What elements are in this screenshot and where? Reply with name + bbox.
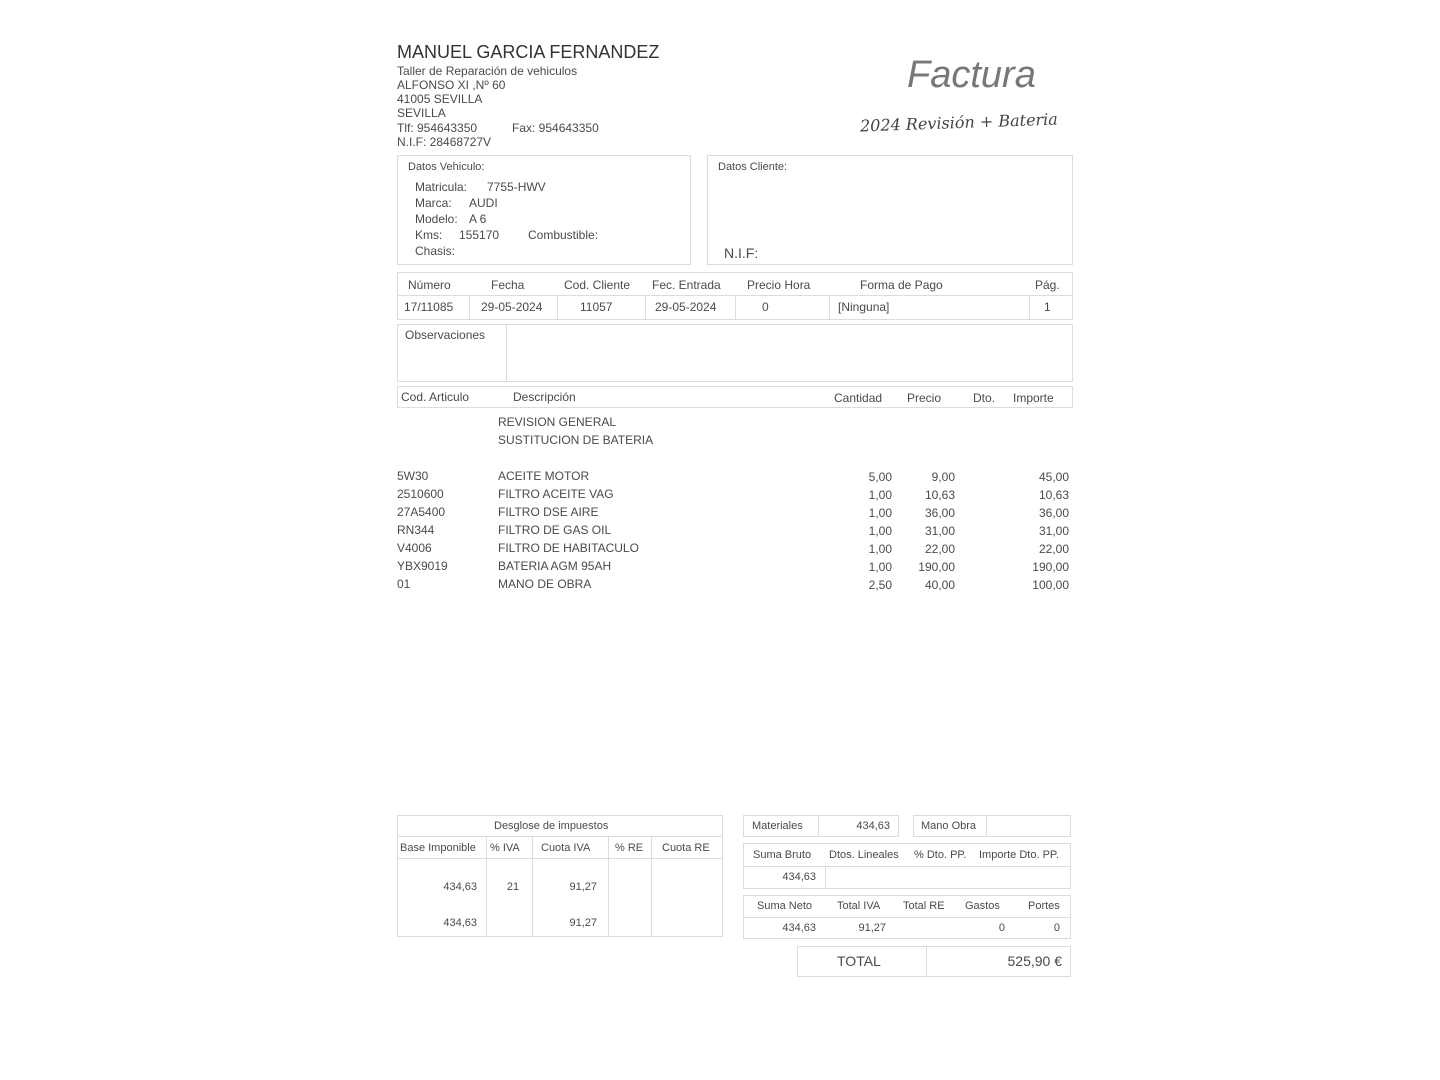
net-col-shipping: Portes bbox=[1028, 900, 1060, 912]
item-qty: 5,00 bbox=[868, 470, 892, 484]
plate-label: Matricula: bbox=[415, 180, 468, 194]
tax-col-iva-amount: Cuota IVA bbox=[541, 842, 591, 854]
net-col-iva: Total IVA bbox=[837, 900, 881, 912]
col-description-label: Descripción bbox=[513, 390, 576, 404]
total-label: TOTAL bbox=[837, 953, 881, 969]
chassis-label: Chasis: bbox=[415, 244, 456, 258]
net-expenses-value: 0 bbox=[998, 922, 1005, 934]
col-code-label: Cod. Articulo bbox=[401, 390, 470, 404]
invoice-title: Factura bbox=[907, 54, 1036, 96]
kms-value: 155170 bbox=[459, 228, 500, 242]
item-amount: 10,63 bbox=[1038, 488, 1069, 502]
header-date-label: Fecha bbox=[491, 278, 525, 292]
item-description: MANO DE OBRA bbox=[498, 577, 592, 591]
invoice-number: 17/11085 bbox=[404, 300, 454, 314]
labor-label: Mano Obra bbox=[921, 820, 977, 832]
company-fax: Fax: 954643350 bbox=[512, 121, 599, 135]
company-address: ALFONSO XI ,Nº 60 bbox=[397, 78, 506, 92]
item-price: 36,00 bbox=[924, 506, 955, 520]
item-code: RN344 bbox=[397, 523, 435, 537]
company-city: 41005 SEVILLA bbox=[397, 92, 483, 106]
tax-breakdown-title: Desglose de impuestos bbox=[494, 820, 609, 832]
col-discount-label: Dto. bbox=[973, 391, 996, 405]
item-code: V4006 bbox=[397, 541, 432, 555]
header-number-label: Número bbox=[408, 278, 451, 292]
item-amount: 22,00 bbox=[1038, 542, 1069, 556]
observations-label: Observaciones bbox=[405, 328, 486, 342]
col-amount-label: Importe bbox=[1013, 391, 1054, 405]
net-shipping-value: 0 bbox=[1053, 922, 1060, 934]
item-qty: 1,00 bbox=[868, 524, 892, 538]
page-number: 1 bbox=[1044, 300, 1051, 314]
col-price-label: Precio bbox=[907, 391, 942, 405]
net-col-sum: Suma Neto bbox=[757, 900, 813, 912]
item-qty: 1,00 bbox=[868, 560, 892, 574]
item-description: FILTRO DSE AIRE bbox=[498, 505, 599, 519]
item-qty: 1,00 bbox=[868, 488, 892, 502]
work-note: REVISION GENERAL bbox=[498, 415, 617, 429]
observations-box bbox=[397, 324, 1073, 382]
item-qty: 2,50 bbox=[868, 578, 892, 592]
item-price: 9,00 bbox=[931, 470, 955, 484]
header-client-code-label: Cod. Cliente bbox=[564, 278, 631, 292]
item-code: 2510600 bbox=[397, 487, 444, 501]
model-value: A 6 bbox=[469, 212, 487, 226]
client-code: 11057 bbox=[580, 300, 613, 314]
gross-value: 434,63 bbox=[782, 871, 816, 883]
item-code: 01 bbox=[397, 577, 411, 591]
company-phone: Tlf: 954643350 bbox=[397, 121, 478, 135]
item-description: ACEITE MOTOR bbox=[498, 469, 590, 483]
item-code: YBX9019 bbox=[397, 559, 448, 573]
handwritten-note: 2024 Revisión + Bateria bbox=[859, 109, 1059, 136]
hour-price: 0 bbox=[762, 300, 769, 314]
tax-col-re-pct: % RE bbox=[615, 842, 644, 854]
client-nif-label: N.I.F: bbox=[724, 245, 759, 261]
invoice-date: 29-05-2024 bbox=[481, 300, 543, 314]
item-description: FILTRO ACEITE VAG bbox=[498, 487, 614, 501]
header-page-label: Pág. bbox=[1035, 278, 1060, 292]
col-qty-label: Cantidad bbox=[834, 391, 883, 405]
tax-base-total: 434,63 bbox=[443, 917, 477, 929]
net-iva-value: 91,27 bbox=[858, 922, 886, 934]
company-nif: N.I.F: 28468727V bbox=[397, 135, 492, 149]
item-amount: 45,00 bbox=[1038, 470, 1069, 484]
tax-iva-pct-value: 21 bbox=[506, 881, 520, 893]
tax-base-value: 434,63 bbox=[443, 881, 477, 893]
tax-iva-amount-total: 91,27 bbox=[569, 917, 597, 929]
tax-col-re-amount: Cuota RE bbox=[662, 842, 710, 854]
item-amount: 190,00 bbox=[1032, 560, 1069, 574]
items-header bbox=[397, 386, 1073, 408]
tax-col-iva-pct: % IVA bbox=[490, 842, 520, 854]
net-sum-value: 434,63 bbox=[782, 922, 816, 934]
kms-label: Kms: bbox=[415, 228, 443, 242]
company-activity: Taller de Reparación de vehiculos bbox=[397, 64, 578, 78]
company-province: SEVILLA bbox=[397, 106, 446, 120]
brand-value: AUDI bbox=[469, 196, 498, 210]
item-amount: 36,00 bbox=[1038, 506, 1069, 520]
item-amount: 31,00 bbox=[1038, 524, 1069, 538]
fuel-label: Combustible: bbox=[528, 228, 599, 242]
client-section-label: Datos Cliente: bbox=[718, 161, 788, 173]
payment-method: [Ninguna] bbox=[838, 300, 890, 314]
item-amount: 100,00 bbox=[1032, 578, 1069, 592]
gross-col-pp-discount: % Dto. PP. bbox=[914, 849, 967, 861]
item-code: 5W30 bbox=[397, 469, 429, 483]
model-label: Modelo: bbox=[415, 212, 458, 226]
total-value: 525,90 € bbox=[1007, 953, 1062, 969]
item-price: 31,00 bbox=[924, 524, 955, 538]
header-payment-label: Forma de Pago bbox=[860, 278, 943, 292]
brand-label: Marca: bbox=[415, 196, 452, 210]
gross-col-line-discounts: Dtos. Lineales bbox=[829, 849, 899, 861]
header-hour-price-label: Precio Hora bbox=[747, 278, 811, 292]
item-qty: 1,00 bbox=[868, 542, 892, 556]
gross-col-pp-amount: Importe Dto. PP. bbox=[979, 849, 1059, 861]
item-price: 10,63 bbox=[924, 488, 955, 502]
materials-value: 434,63 bbox=[856, 820, 890, 832]
gross-col-sum: Suma Bruto bbox=[753, 849, 812, 861]
net-col-expenses: Gastos bbox=[965, 900, 1000, 912]
company-name: MANUEL GARCIA FERNANDEZ bbox=[397, 42, 660, 62]
item-code: 27A5400 bbox=[397, 505, 446, 519]
item-description: BATERIA AGM 95AH bbox=[498, 559, 612, 573]
item-qty: 1,00 bbox=[868, 506, 892, 520]
item-description: FILTRO DE GAS OIL bbox=[498, 523, 612, 537]
header-entry-date-label: Fec. Entrada bbox=[652, 278, 721, 292]
net-col-re: Total RE bbox=[903, 900, 945, 912]
item-price: 40,00 bbox=[924, 578, 955, 592]
tax-col-base: Base Imponible bbox=[400, 842, 476, 854]
work-note: SUSTITUCION DE BATERIA bbox=[498, 433, 654, 447]
plate-value: 7755-HWV bbox=[487, 180, 546, 194]
vehicle-section-label: Datos Vehiculo: bbox=[408, 161, 485, 173]
tax-iva-amount-value: 91,27 bbox=[569, 881, 597, 893]
item-description: FILTRO DE HABITACULO bbox=[498, 541, 639, 555]
item-price: 190,00 bbox=[918, 560, 955, 574]
materials-label: Materiales bbox=[752, 820, 803, 832]
item-price: 22,00 bbox=[924, 542, 955, 556]
entry-date: 29-05-2024 bbox=[655, 300, 717, 314]
